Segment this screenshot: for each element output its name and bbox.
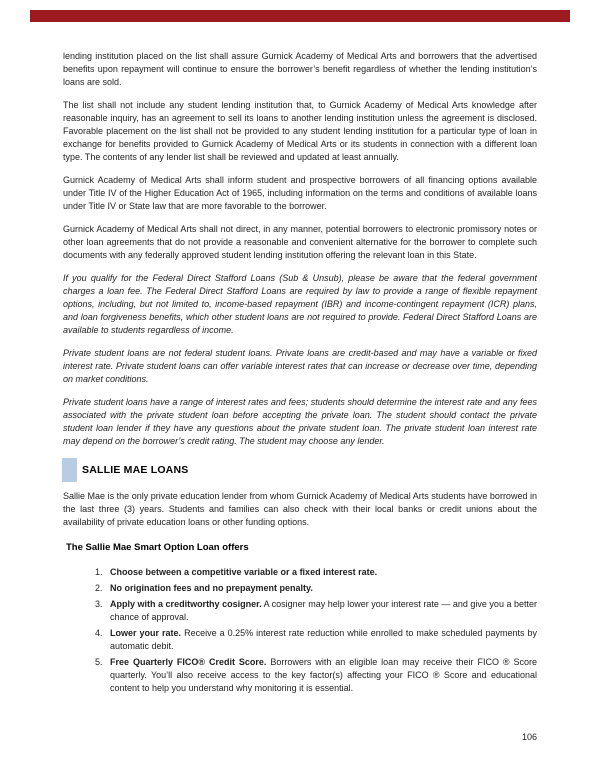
list-item-lead: Apply with a creditworthy cosigner. [110, 599, 262, 609]
list-item-number: 1. [95, 567, 103, 577]
list-item-text [110, 598, 537, 624]
list-item-number: 4. [95, 628, 103, 638]
list-item-detail: A cosigner may help lower your interest rate — and give you a better chance of approval. [110, 599, 537, 622]
list-item [63, 598, 537, 624]
paragraph-private-loan-rates: Private student loans have a range of interest rates and fees; students should determine the interest rate and any fees associated with the private student loan before accepting the private loan. The student should contact the private student loan lender if they have any questions about the private student loan. The private student loan interest rate may depend on the borrower’s credit rating. The student may choose any lender. [63, 397, 537, 446]
section-heading [63, 458, 537, 482]
heading-square-marker [62, 458, 77, 482]
list-item [63, 582, 537, 595]
list-item [63, 656, 537, 695]
list-item-detail: Borrowers with an eligible loan may receive their FICO ® Score quarterly. You’ll also receive access to the key factor(s) affecting your FICO ® Score and educational content to help you understand why monitoring it is essential. [110, 657, 537, 693]
header-rule [30, 10, 570, 22]
paragraph-lender-list-assurance: lending institution placed on the list shall assure Gurnick Academy of Medical Arts and borrowers that the advertised benefits upon repayment will continue to ensure the borrower’s benefit regardless of whether the lending institution’s loans are sold. [63, 51, 537, 87]
paragraph-stafford-loans-notice: If you qualify for the Federal Direct Stafford Loans (Sub & Unsub), please be aware that the federal government charges a loan fee. The Federal Direct Stafford Loans are required by law to provide a range of flexible repayment options, including, but not limited to, income-based repayment (IBR) and income-contingent repayment (ICR) plans, and loan forgiveness benefits, which other student loans are not required to provide. Federal Direct Stafford Loans are available to students regardless of income. [63, 273, 537, 335]
list-item-lead: No origination fees and no prepayment penalty. [110, 583, 313, 593]
list-item-number: 5. [95, 657, 103, 667]
page-content [63, 50, 537, 698]
list-item-text [110, 656, 537, 695]
section-title: SALLIE MAE LOANS [82, 464, 189, 476]
list-item-detail: Receive a 0.25% interest rate reduction while enrolled to make scheduled payments by automatic debit. [110, 628, 537, 651]
page-number: 106 [521, 732, 537, 742]
paragraph-sallie-mae-intro: Sallie Mae is the only private education lender from whom Gurnick Academy of Medical Arts students have borrowed in the last three (3) years. Students and families can also check with their local banks or credit unions about the availability of private education loans or other funding options. [63, 491, 537, 527]
list-item-text [110, 566, 537, 579]
list-item-text [110, 627, 537, 653]
paragraph-private-loans-notice: Private student loans are not federal student loans. Private loans are credit-based and may have a variable or fixed interest rate. Private student loans can offer variable interest rates that can increase or decrease over time, depending on market conditions. [63, 348, 537, 384]
list-heading: The Sallie Mae Smart Option Loan offers [66, 542, 249, 553]
list-item-number: 2. [95, 583, 103, 593]
list-item-lead: Free Quarterly FICO® Credit Score. [110, 657, 267, 667]
paragraph-financing-options: Gurnick Academy of Medical Arts shall inform student and prospective borrowers of all financing options available under Title IV of the Higher Education Act of 1965, including information on the terms and conditions of available loans under Title IV or State law that are more favorable to the borrower. [63, 175, 537, 211]
smart-option-list [63, 566, 537, 695]
list-item [63, 627, 537, 653]
list-item-lead: Choose between a competitive variable or a fixed interest rate. [110, 567, 378, 577]
list-item [63, 566, 537, 579]
list-item-text [110, 582, 537, 595]
list-item-lead: Lower your rate. [110, 628, 182, 638]
paragraph-promissory-notes: Gurnick Academy of Medical Arts shall not direct, in any manner, potential borrowers to electronic promissory notes or other loan agreements that do not provide a reasonable and convenient alternative for the borrower to complete such documents with any federally approved student lending institution offering the relevant loan in this State. [63, 224, 537, 260]
list-item-number: 3. [95, 599, 103, 609]
paragraph-lender-list-rules: The list shall not include any student lending institution that, to Gurnick Academy of Medical Arts knowledge after reasonable inquiry, has an agreement to sell its loans to another lending institution unless the agreement is disclosed. Favorable placement on the list shall not be provided to any student lending institution for a particular type of loan in exchange for benefits provided to Gurnick Academy of Medical Arts or its students in connection with a different loan type. The contents of any lender list shall be reviewed and updated at least annually. [63, 100, 537, 162]
